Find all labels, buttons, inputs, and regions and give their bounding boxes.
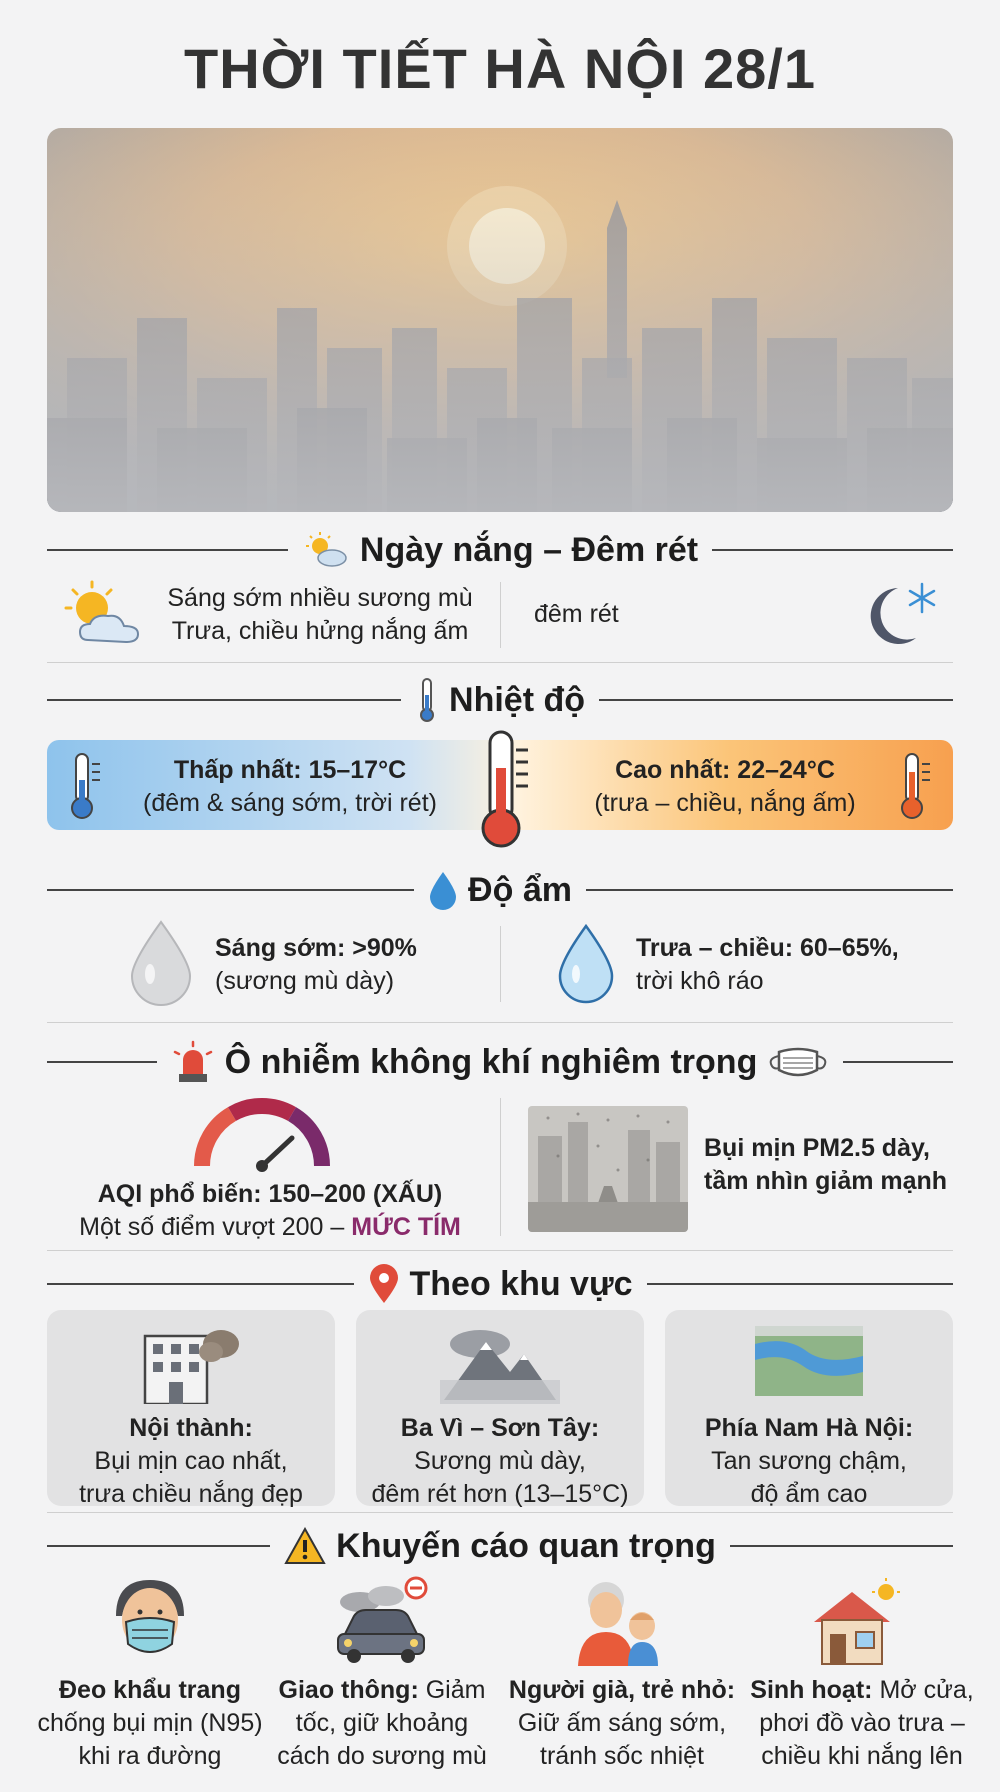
column-divider (500, 582, 501, 648)
temp-low-label: Thấp nhất: 15–17°C (173, 756, 407, 784)
section-pollution-header (47, 1040, 953, 1084)
location-pin-icon (368, 1263, 400, 1305)
section-day-night-header (47, 528, 953, 572)
humidity-noon-label: Trưa – chiều: 60–65%, (636, 934, 899, 962)
hot-thermometer-icon (894, 750, 938, 822)
sun-cloud-icon (58, 580, 148, 650)
section-pollution-title: Ô nhiễm không khí nghiêm trọng (224, 1042, 758, 1081)
temp-low-note: (đêm & sáng sớm, trời rét) (143, 789, 437, 817)
divider-line (730, 1545, 953, 1547)
region-line-1: Tan sương chậm, (711, 1447, 907, 1475)
pm25-line-1: Bụi mịn PM2.5 dày, (704, 1134, 930, 1162)
advice-mask: Đeo khẩu trang chống bụi mịn (N95) khi ra đường (37, 1676, 263, 1770)
advice-daily-life: Sinh hoạt: Mở cửa, phơi đồ vào trưa – chiều khi nắng lên (750, 1676, 974, 1770)
aqi-gauge-icon (192, 1096, 332, 1172)
divider-line (599, 699, 953, 701)
pm25-line-2: tầm nhìn giảm mạnh (704, 1167, 948, 1195)
section-divider (47, 662, 953, 663)
section-divider (47, 1250, 953, 1251)
aqi-label: AQI phổ biến: 150–200 (XẤU) (97, 1180, 443, 1208)
divider-line (47, 1545, 270, 1547)
temp-high-label: Cao nhất: 22–24°C (615, 756, 835, 784)
divider-line (647, 1283, 954, 1285)
region-title: Ba Vì – Sơn Tây: (400, 1414, 600, 1442)
humidity-morning-label: Sáng sớm: >90% (215, 934, 417, 962)
cold-thermometer-icon (64, 750, 108, 822)
car-fog-icon (330, 1576, 434, 1668)
divider-line (47, 549, 288, 551)
sun-cloud-icon (302, 530, 350, 570)
region-card-inner-city (47, 1310, 335, 1506)
thermometer-icon (415, 677, 439, 723)
region-title: Nội thành: (129, 1414, 253, 1442)
house-sun-icon (808, 1576, 908, 1668)
section-divider (47, 1512, 953, 1513)
water-drop-icon (556, 922, 616, 1004)
region-line-1: Sương mù dày, (414, 1447, 586, 1475)
section-divider (47, 1022, 953, 1023)
humidity-noon-note: trời khô ráo (636, 967, 764, 995)
city-building-smog-icon (141, 1322, 241, 1404)
section-regions-title: Theo khu vực (409, 1264, 633, 1303)
page-title: THỜI TIẾT HÀ NỘI 28/1 (184, 37, 816, 100)
purple-level-text: MỨC TÍM (351, 1213, 461, 1241)
divider-line (47, 1061, 157, 1063)
night-text: đêm rét (534, 600, 619, 628)
region-card-ba-vi-son-tay (356, 1310, 644, 1506)
section-advice-title: Khuyến cáo quan trọng (336, 1526, 716, 1565)
day-line-1: Sáng sớm nhiều sương mù (167, 584, 473, 612)
alarm-siren-icon (171, 1040, 215, 1084)
thermometer-icon (470, 728, 534, 852)
region-line-1: Bụi mịn cao nhất, (94, 1447, 288, 1475)
river-landscape-icon (755, 1326, 863, 1396)
humidity-morning-note: (sương mù dày) (215, 967, 395, 995)
region-line-2: độ ẩm cao (750, 1480, 868, 1508)
section-regions-header (47, 1262, 953, 1306)
elderly-child-icon (566, 1576, 670, 1668)
day-line-2: Trưa, chiều hửng nắng ấm (171, 617, 469, 645)
divider-line (712, 549, 953, 551)
person-mask-icon (108, 1576, 192, 1668)
advice-elderly-children: Người già, trẻ nhỏ: Giữ ấm sáng sớm, tránh sốc nhiệt (508, 1676, 736, 1770)
region-card-south-hanoi (665, 1310, 953, 1506)
divider-line (586, 889, 953, 891)
section-humidity-header (47, 868, 953, 912)
column-divider (500, 926, 501, 1002)
section-temperature-title: Nhiệt độ (449, 680, 585, 719)
hazy-street-image (528, 1106, 688, 1232)
moon-snowflake-icon (858, 576, 948, 652)
advice-traffic: Giao thông: Giảm tốc, giữ khoảng cách do sương mù (277, 1676, 487, 1770)
fog-drop-icon (126, 918, 196, 1008)
section-day-night-title: Ngày nắng – Đêm rét (359, 530, 699, 569)
divider-line (47, 889, 414, 891)
foggy-mountain-icon (440, 1320, 560, 1404)
face-mask-icon (767, 1042, 829, 1082)
divider-line (843, 1061, 953, 1063)
temp-high-note: (trưa – chiều, nắng ấm) (594, 789, 856, 817)
section-advice-header (47, 1524, 953, 1568)
column-divider (500, 1098, 501, 1236)
region-line-2: đêm rét hơn (13–15°C) (371, 1480, 629, 1508)
section-temperature-header (47, 678, 953, 722)
region-line-2: trưa chiều nắng đẹp (79, 1480, 303, 1508)
water-drop-icon (428, 870, 458, 910)
aqi-note: Một số điểm vượt 200 – MỨC TÍM (79, 1213, 461, 1241)
divider-line (47, 699, 401, 701)
divider-line (47, 1283, 354, 1285)
section-humidity-title: Độ ẩm (468, 870, 572, 909)
hazy-city-hero-image (47, 128, 953, 512)
warning-icon (284, 1527, 326, 1565)
region-title: Phía Nam Hà Nội: (704, 1414, 914, 1442)
